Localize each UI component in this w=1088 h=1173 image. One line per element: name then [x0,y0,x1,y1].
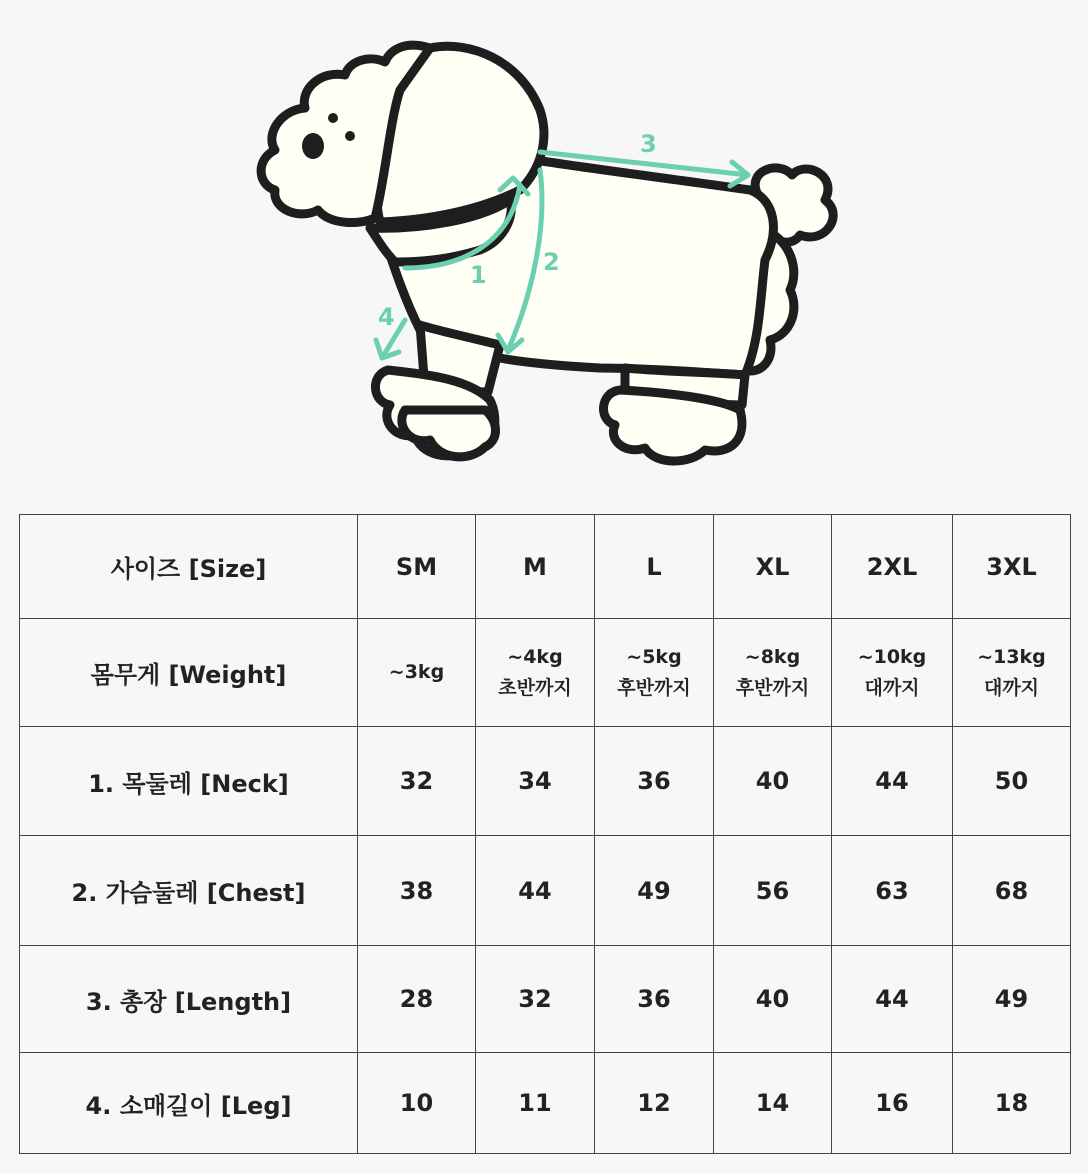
table-cell: 38 [358,836,476,946]
table-cell: 63 [832,836,953,946]
chest-row [20,836,1071,946]
table-cell: 32 [358,727,476,836]
table-cell: 44 [832,727,953,836]
weight-cell: ~4kg 초반까지 [476,619,595,727]
table-cell: 12 [595,1053,714,1154]
table-cell: 34 [476,727,595,836]
table-cell: 28 [358,946,476,1053]
table-cell: 11 [476,1053,595,1154]
dog-measurement-illustration [0,0,1088,500]
table-cell: 36 [595,946,714,1053]
neck-label: 1. 목둘레 [Neck] [20,727,358,836]
table-cell: 18 [953,1053,1071,1154]
size-m: M [476,515,595,619]
measurement-label-2: 2 [543,248,560,276]
neck-row [20,727,1071,836]
size-3xl: 3XL [953,515,1071,619]
size-l: L [595,515,714,619]
table-cell: 50 [953,727,1071,836]
table-cell: 16 [832,1053,953,1154]
size-2xl: 2XL [832,515,953,619]
table-cell: 40 [714,946,832,1053]
table-cell: 49 [595,836,714,946]
weight-cell: ~8kg 후반까지 [714,619,832,727]
weight-cell: ~13kg 대까지 [953,619,1071,727]
table-cell: 49 [953,946,1071,1053]
size-chart-table [19,514,1071,1154]
table-header-row [20,515,1071,619]
weight-cell: ~3kg [358,619,476,727]
table-cell: 44 [476,836,595,946]
measurement-label-4: 4 [378,303,395,331]
table-cell: 56 [714,836,832,946]
weight-label: 몸무게 [Weight] [20,619,358,727]
measurement-label-3: 3 [640,130,657,158]
leg-row [20,1053,1071,1154]
length-row [20,946,1071,1053]
weight-cell: ~5kg 후반까지 [595,619,714,727]
table-cell: 40 [714,727,832,836]
length-label: 3. 총장 [Length] [20,946,358,1053]
chest-label: 2. 가슴둘레 [Chest] [20,836,358,946]
size-sm: SM [358,515,476,619]
size-header-label: 사이즈 [Size] [20,515,358,619]
measurement-label-1: 1 [470,261,487,289]
table-cell: 44 [832,946,953,1053]
table-cell: 36 [595,727,714,836]
weight-row [20,619,1071,727]
table-cell: 68 [953,836,1071,946]
weight-cell: ~10kg 대까지 [832,619,953,727]
leg-label: 4. 소매길이 [Leg] [20,1053,358,1154]
table-cell: 14 [714,1053,832,1154]
table-cell: 10 [358,1053,476,1154]
table-cell: 32 [476,946,595,1053]
size-xl: XL [714,515,832,619]
